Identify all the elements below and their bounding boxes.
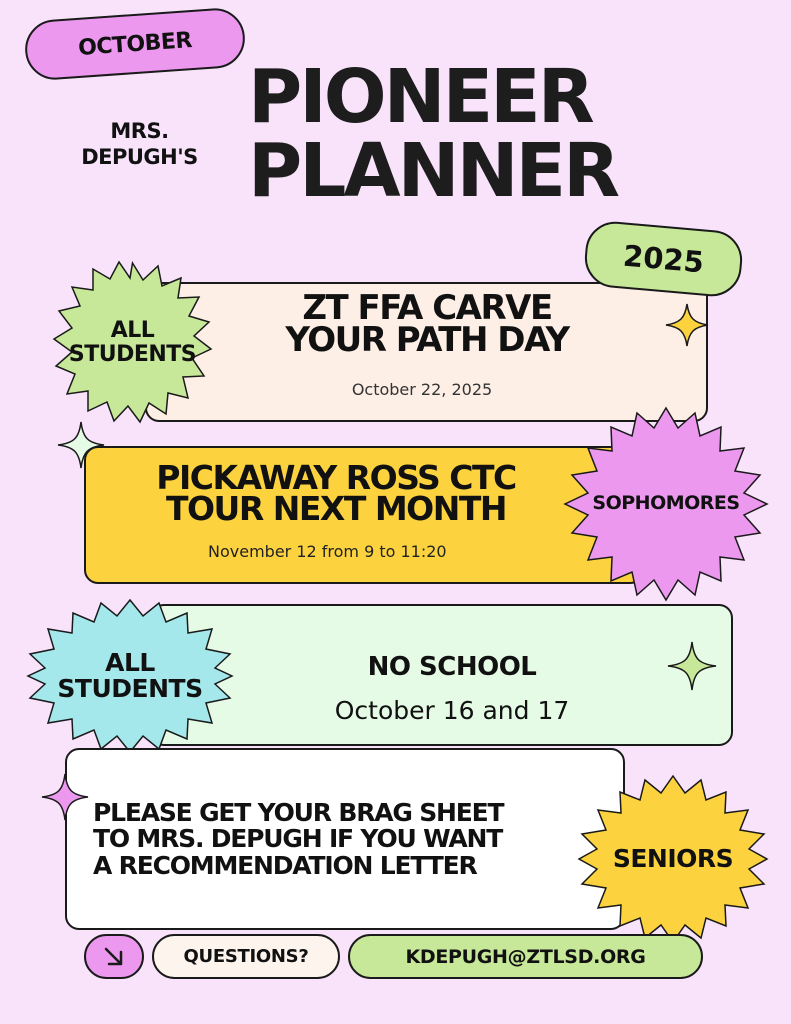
event-card-brag-sheet: [65, 748, 625, 930]
title-line-2: PLANNER: [248, 128, 618, 214]
audience-badge-all-students: [25, 597, 235, 755]
event-title-line: TO MRS. DEPUGH IF YOU WANT: [93, 824, 503, 854]
event-date: November 12 from 9 to 11:20: [208, 542, 447, 561]
event-title: [116, 458, 556, 529]
audience-label: SOPHOMORES: [592, 492, 740, 515]
audience-badge-sophomores: [562, 405, 770, 603]
arrow-badge: [84, 934, 144, 979]
title-line-1: PIONEER: [248, 54, 592, 140]
event-date: October 16 and 17: [334, 696, 570, 725]
event-card-carve-path: [145, 282, 708, 422]
owner-line-2: DEPUGH'S: [81, 145, 198, 170]
year-label: 2025: [621, 238, 706, 280]
email-link[interactable]: [348, 934, 703, 979]
event-title-line: PLEASE GET YOUR BRAG SHEET: [93, 798, 504, 827]
sparkle-icon: [664, 302, 710, 348]
event-title-line: A RECOMMENDATION LETTER: [93, 850, 477, 880]
sparkle-icon: [666, 640, 718, 692]
audience-label: ALL STUDENTS: [57, 647, 203, 703]
event-title-line: PICKAWAY ROSS CTC: [156, 458, 516, 497]
audience-badge-all-students: [50, 260, 215, 425]
year-badge: [582, 219, 744, 298]
arrow-down-right-icon: [101, 944, 127, 970]
questions-label: QUESTIONS?: [183, 946, 309, 967]
email-text[interactable]: KDEPUGH@ZTLSD.ORG: [405, 945, 646, 968]
event-title: NO SCHOOL: [367, 652, 537, 682]
owner-name: [62, 118, 217, 171]
audience-label: ALL STUDENTS: [68, 318, 197, 367]
audience-badge-seniors: [576, 773, 770, 945]
event-title-line: YOUR PATH DAY: [285, 320, 569, 361]
event-title: [93, 800, 613, 879]
month-label: OCTOBER: [77, 27, 193, 61]
questions-badge: [152, 934, 340, 979]
event-card-no-school: [150, 604, 733, 746]
event-title-line: ZT FFA CARVE: [302, 288, 552, 328]
sparkle-icon: [40, 772, 90, 822]
owner-line-1: MRS.: [110, 119, 169, 143]
month-badge: [23, 6, 247, 81]
event-card-ctc-tour: [84, 446, 644, 584]
event-date: October 22, 2025: [351, 380, 493, 399]
page-title: [248, 54, 728, 214]
event-title: [207, 288, 647, 361]
audience-label: SENIORS: [612, 843, 734, 873]
event-title-line: TOUR NEXT MONTH: [165, 489, 506, 529]
